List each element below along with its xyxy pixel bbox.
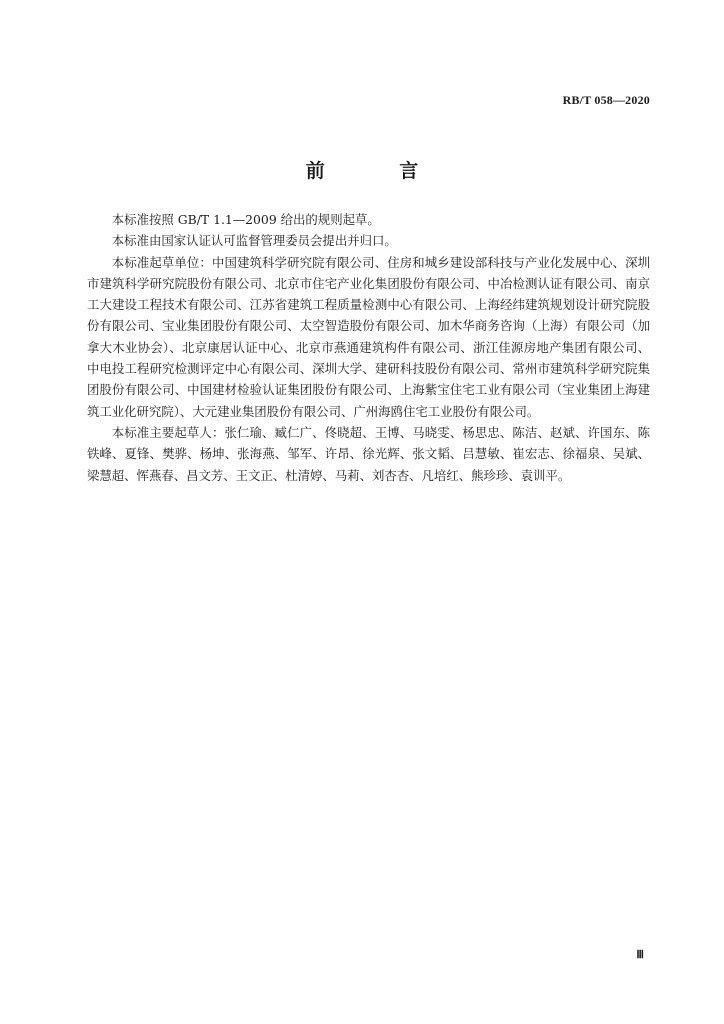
foreword-body [87, 209, 650, 486]
page-number: Ⅲ [636, 949, 644, 961]
paragraph-proposer: 本标准由国家认证认可监督管理委员会提出并归口。 [111, 233, 397, 249]
paragraph-drafting-units: 本标准起草单位：中国建筑科学研究院有限公司、住房和城乡建设部科技与产业化发展中心、深圳市建筑科学研究院股份有限公司、北京市住宅产业化集团股份有限公司、中冶检测认证有限公司、南京工大建设工程技术有限公司、江苏省建筑工程质量检测中心有限公司、上海经纬建筑规划设计研究院股份有限公司、宝业集团股份有限公司、太空智造股份有限公司、加木华商务咨询（上海）有限公司（加拿大木业协会）、北京康居认证中心、北京市燕通建筑构件有限公司、浙江佳源房地产集团有限公司、中电投工程研究检测评定中心有限公司、深圳大学、建研科技股份有限公司、常州市建筑科学研究院集团股份有限公司、中国建材检验认证集团股份有限公司、上海紫宝住宅工业有限公司（宝业集团上海建筑工业化研究院）、大元建业集团股份有限公司、广州海鸥住宅工业股份有限公司。 [87, 254, 650, 419]
standard-code: RB/T 058—2020 [562, 93, 650, 107]
page-title: 前 言 [305, 160, 453, 182]
paragraph-drafting-rules: 本标准按照 GB/T 1.1—2009 给出的规则起草。 [111, 212, 380, 227]
paragraph-drafters: 本标准主要起草人：张仁瑜、臧仁广、佟晓超、王博、马晓雯、杨思忠、陈洁、赵斌、许国东、陈铁峰、夏锋、樊骅、杨坤、张海燕、邹军、许昂、徐光辉、张文韬、吕慧敏、崔宏志、徐福泉、吴斌、梁慧超、恽燕春、昌文芳、王文正、杜清婷、马莉、刘杏杏、凡培红、熊珍珍、袁训平。 [87, 424, 650, 483]
